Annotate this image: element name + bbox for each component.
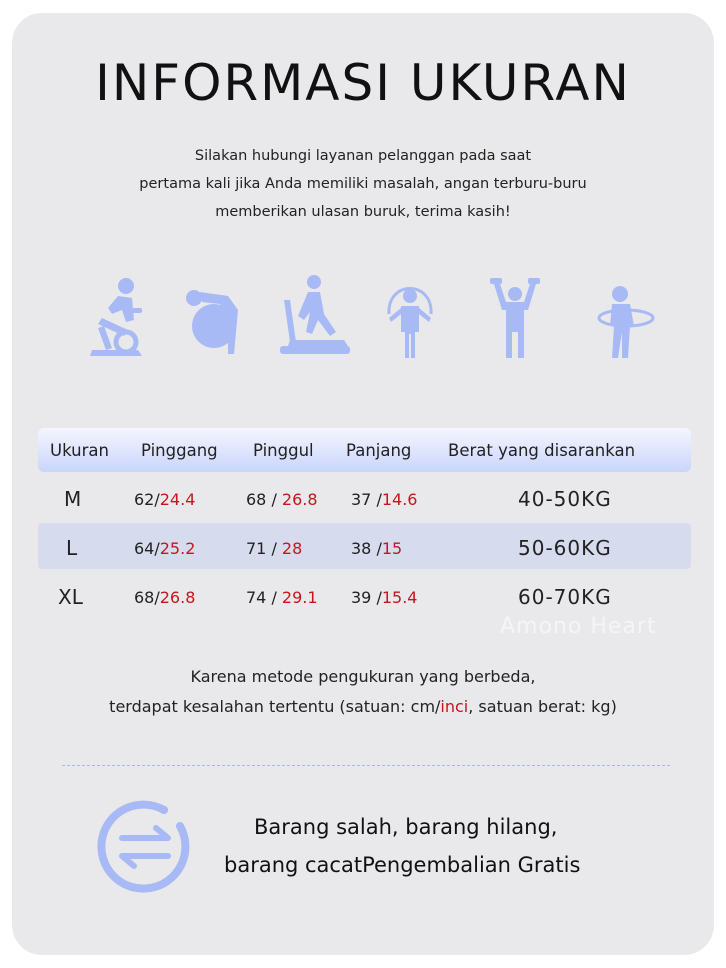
return-line-2: barang cacatPengembalian Gratis bbox=[224, 853, 581, 877]
hula-hoop-icon bbox=[596, 270, 656, 360]
weight-value: 50-60KG bbox=[518, 536, 612, 560]
header-pinggang: Pinggang bbox=[141, 441, 218, 460]
hip-value: 68 / 26.8 bbox=[246, 490, 318, 509]
weight-value: 60-70KG bbox=[518, 585, 612, 609]
size-label: M bbox=[64, 487, 82, 511]
waist-value: 64/25.2 bbox=[134, 539, 196, 558]
intro-line-3: memberikan ulasan buruk, terima kasih! bbox=[215, 204, 511, 220]
exercise-icons bbox=[0, 270, 726, 370]
exercise-bike-icon bbox=[88, 270, 148, 360]
length-value: 37 /14.6 bbox=[351, 490, 418, 509]
hip-value: 71 / 28 bbox=[246, 539, 303, 558]
size-label: L bbox=[66, 536, 78, 560]
watermark: Amono Heart bbox=[500, 614, 657, 639]
note-line-1: Karena metode pengukuran yang berbeda, bbox=[190, 667, 536, 686]
size-label: XL bbox=[58, 585, 83, 609]
header-panjang: Panjang bbox=[346, 441, 412, 460]
treadmill-icon bbox=[278, 270, 352, 360]
page-title: INFORMASI UKURAN bbox=[95, 54, 631, 112]
header-berat: Berat yang disarankan bbox=[448, 441, 636, 460]
intro-line-1: Silakan hubungi layanan pelanggan pada saat bbox=[194, 148, 532, 164]
return-line-1: Barang salah, barang hilang, bbox=[254, 815, 558, 839]
dumbbell-icon bbox=[488, 270, 542, 360]
note-line-2: terdapat kesalahan tertentu (satuan: cm/inci, satuan berat: kg) bbox=[109, 697, 617, 716]
header-pinggul: Pinggul bbox=[253, 441, 314, 460]
waist-value: 68/26.8 bbox=[134, 588, 196, 607]
length-value: 39 /15.4 bbox=[351, 588, 418, 607]
return-exchange-icon bbox=[94, 796, 196, 902]
jump-rope-icon bbox=[383, 270, 437, 360]
length-value: 38 /15 bbox=[351, 539, 403, 558]
dashed-divider bbox=[62, 765, 670, 766]
header-ukuran: Ukuran bbox=[50, 441, 109, 460]
weight-value: 40-50KG bbox=[518, 487, 612, 511]
intro-line-2: pertama kali jika Anda memiliki masalah, angan terburu-buru bbox=[139, 176, 587, 192]
hip-value: 74 / 29.1 bbox=[246, 588, 318, 607]
yoga-ball-icon bbox=[182, 270, 242, 360]
waist-value: 62/24.4 bbox=[134, 490, 196, 509]
